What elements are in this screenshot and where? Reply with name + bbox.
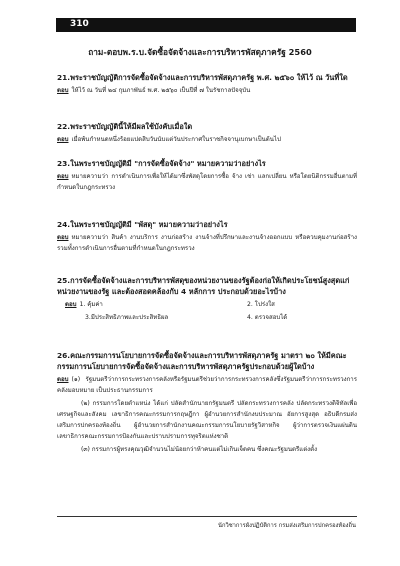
section-q21 bbox=[57, 72, 357, 96]
answer-26-part-1-text: (๑) รัฐมนตรีว่าการกระทรวงการคลังหรือรัฐมนตรีช่วยว่าการกระทรวงการคลังซึ่งรัฐมนตรีว่าการกระทรวงการคลังมอบหมาย เป็นประธานกรรมการ bbox=[57, 376, 357, 394]
answer-label: ตอบ bbox=[57, 173, 69, 180]
answer-24-text: หมายความว่า สินค้า งานบริการ งานก่อสร้าง งานจ้างที่ปรึกษาและงานจ้างออกแบบ หรือควบคุมงานก่อสร้าง รวมทั้งการดำเนินการอื่นตามที่กำหนดในกฎกระทรวง bbox=[57, 234, 357, 252]
section-q26 bbox=[57, 350, 357, 455]
answer-26-part-2: (๒) กรรมการโดยตำแหน่ง ได้แก่ ปลัดสำนักนายกรัฐมนตรี ปลัดกระทรวงการคลัง ปลัดกระทรวงดิจิทัลเพื่อเศรษฐกิจและสังคม เลขาธิการคณะกรรมการกฤษฎีกา ผู้อำนวยการสำนักงบประมาณ อัยการสูงสุด อธิบดีกรมส่งเสริมการปกครองท้องถิ่น ผู้อำนวยการสำนักงานคณะกรรมการนโยบายรัฐวิสาหกิจ ผู้ว่าการตรวจเงินแผ่นดิน เลขาธิการคณะกรรมการป้องกันและปราบปรามการทุจริตแห่งชาติ bbox=[57, 400, 357, 440]
answer-23 bbox=[57, 171, 357, 193]
answer-label: ตอบ bbox=[57, 376, 69, 383]
answer-22 bbox=[57, 134, 357, 145]
answer-21 bbox=[57, 85, 357, 96]
section-q24 bbox=[57, 219, 357, 254]
page-number-bar bbox=[56, 18, 356, 32]
answer-26-part-1 bbox=[57, 374, 357, 396]
question-25: 25.การจัดซื้อจัดจ้างและการบริหารพัสดุของหน่วยงานของรัฐต้องก่อให้เกิดประโยชน์สูงสุดแก่หน่วยงานของรัฐ และต้องสอดคล้องกับ 4 หลักการ ประกอบด้วยอะไรบ้าง bbox=[57, 276, 350, 296]
question-23: 23.ในพระราชบัญญัติมี "การจัดซื้อจัดจ้าง" หมายความว่าอย่างไร bbox=[57, 159, 266, 168]
answer-23-text: หมายความว่า การดำเนินการเพื่อให้ได้มาซึ่งพัสดุโดยการซื้อ จ้าง เช่า แลกเปลี่ยน หรือโดยนิติกรรมอื่นตามที่กำหนดในกฎกระทรวง bbox=[57, 173, 357, 191]
choice-2: 2. โปร่งใส bbox=[247, 301, 275, 308]
section-q25 bbox=[57, 275, 357, 324]
answer-label: ตอบ bbox=[57, 87, 69, 94]
choice-4: 4. ตรวจสอบได้ bbox=[247, 314, 288, 321]
footer-divider bbox=[57, 516, 357, 517]
answer-24 bbox=[57, 232, 357, 254]
answer-label: ตอบ bbox=[57, 234, 69, 241]
choice-1: ตอบ 1. คุ้มค่า bbox=[65, 301, 103, 308]
answer-21-text: ให้ไว้ ณ วันที่ ๒๔ กุมภาพันธ์ พ.ศ. ๒๕๖๐ เป็นปีที่ ๗ ในรัชกาลปัจจุบัน bbox=[71, 87, 251, 94]
question-21: 21.พระราชบัญญัติการจัดซื้อจัดจ้างและการบริหารพัสดุภาครัฐ พ.ศ. ๒๕๖๐ ให้ไว้ ณ วันที่ใด bbox=[57, 73, 348, 82]
question-26: 26.คณะกรรมการนโยบายการจัดซื้อจัดจ้างและการบริหารพัสดุภาครัฐ มาตรา ๒๐ ให้มีคณะกรรมการนโยบายการจัดซื้อจัดจ้างและการบริหารพัสดุภาครัฐประกอบด้วยผู้ใดบ้าง bbox=[57, 351, 347, 371]
choice-3: 3.มีประสิทธิภาพและประสิทธิผล bbox=[85, 314, 169, 321]
document-title: ถาม-ตอบพ.ร.บ.จัดซื้อจัดจ้างและการบริหารพัสดุภาครัฐ 2560 bbox=[88, 47, 312, 57]
section-q22 bbox=[57, 121, 357, 145]
question-22: 22.พระราชบัญญัตินี้ให้มีผลใช้บังคับเมื่อใด bbox=[57, 122, 193, 131]
answer-label: ตอบ bbox=[57, 136, 69, 143]
answer-label: ตอบ bbox=[65, 301, 77, 308]
section-q23 bbox=[57, 158, 357, 193]
answer-26-part-3: (๓) กรรมการผู้ทรงคุณวุฒิจำนวนไม่น้อยกว่าห้าคนแต่ไม่เกินเจ็ดคน ซึ่งคณะรัฐมนตรีแต่งตั้ง bbox=[81, 446, 318, 453]
choice-list bbox=[57, 298, 357, 324]
page-number: 310 bbox=[70, 19, 89, 29]
footer-text: นักวิชาการผังปฏิบัติการ กรมส่งเสริมการปกครองท้องถิ่น bbox=[217, 523, 356, 529]
question-24: 24.ในพระราชบัญญัติมี "พัสดุ" หมายความว่าอย่างไร bbox=[57, 220, 228, 229]
answer-22-text: เมื่อพ้นกำหนดหนึ่งร้อยแปดสิบวันนับแต่วันประกาศในราชกิจจานุเบกษาเป็นต้นไป bbox=[71, 136, 281, 143]
